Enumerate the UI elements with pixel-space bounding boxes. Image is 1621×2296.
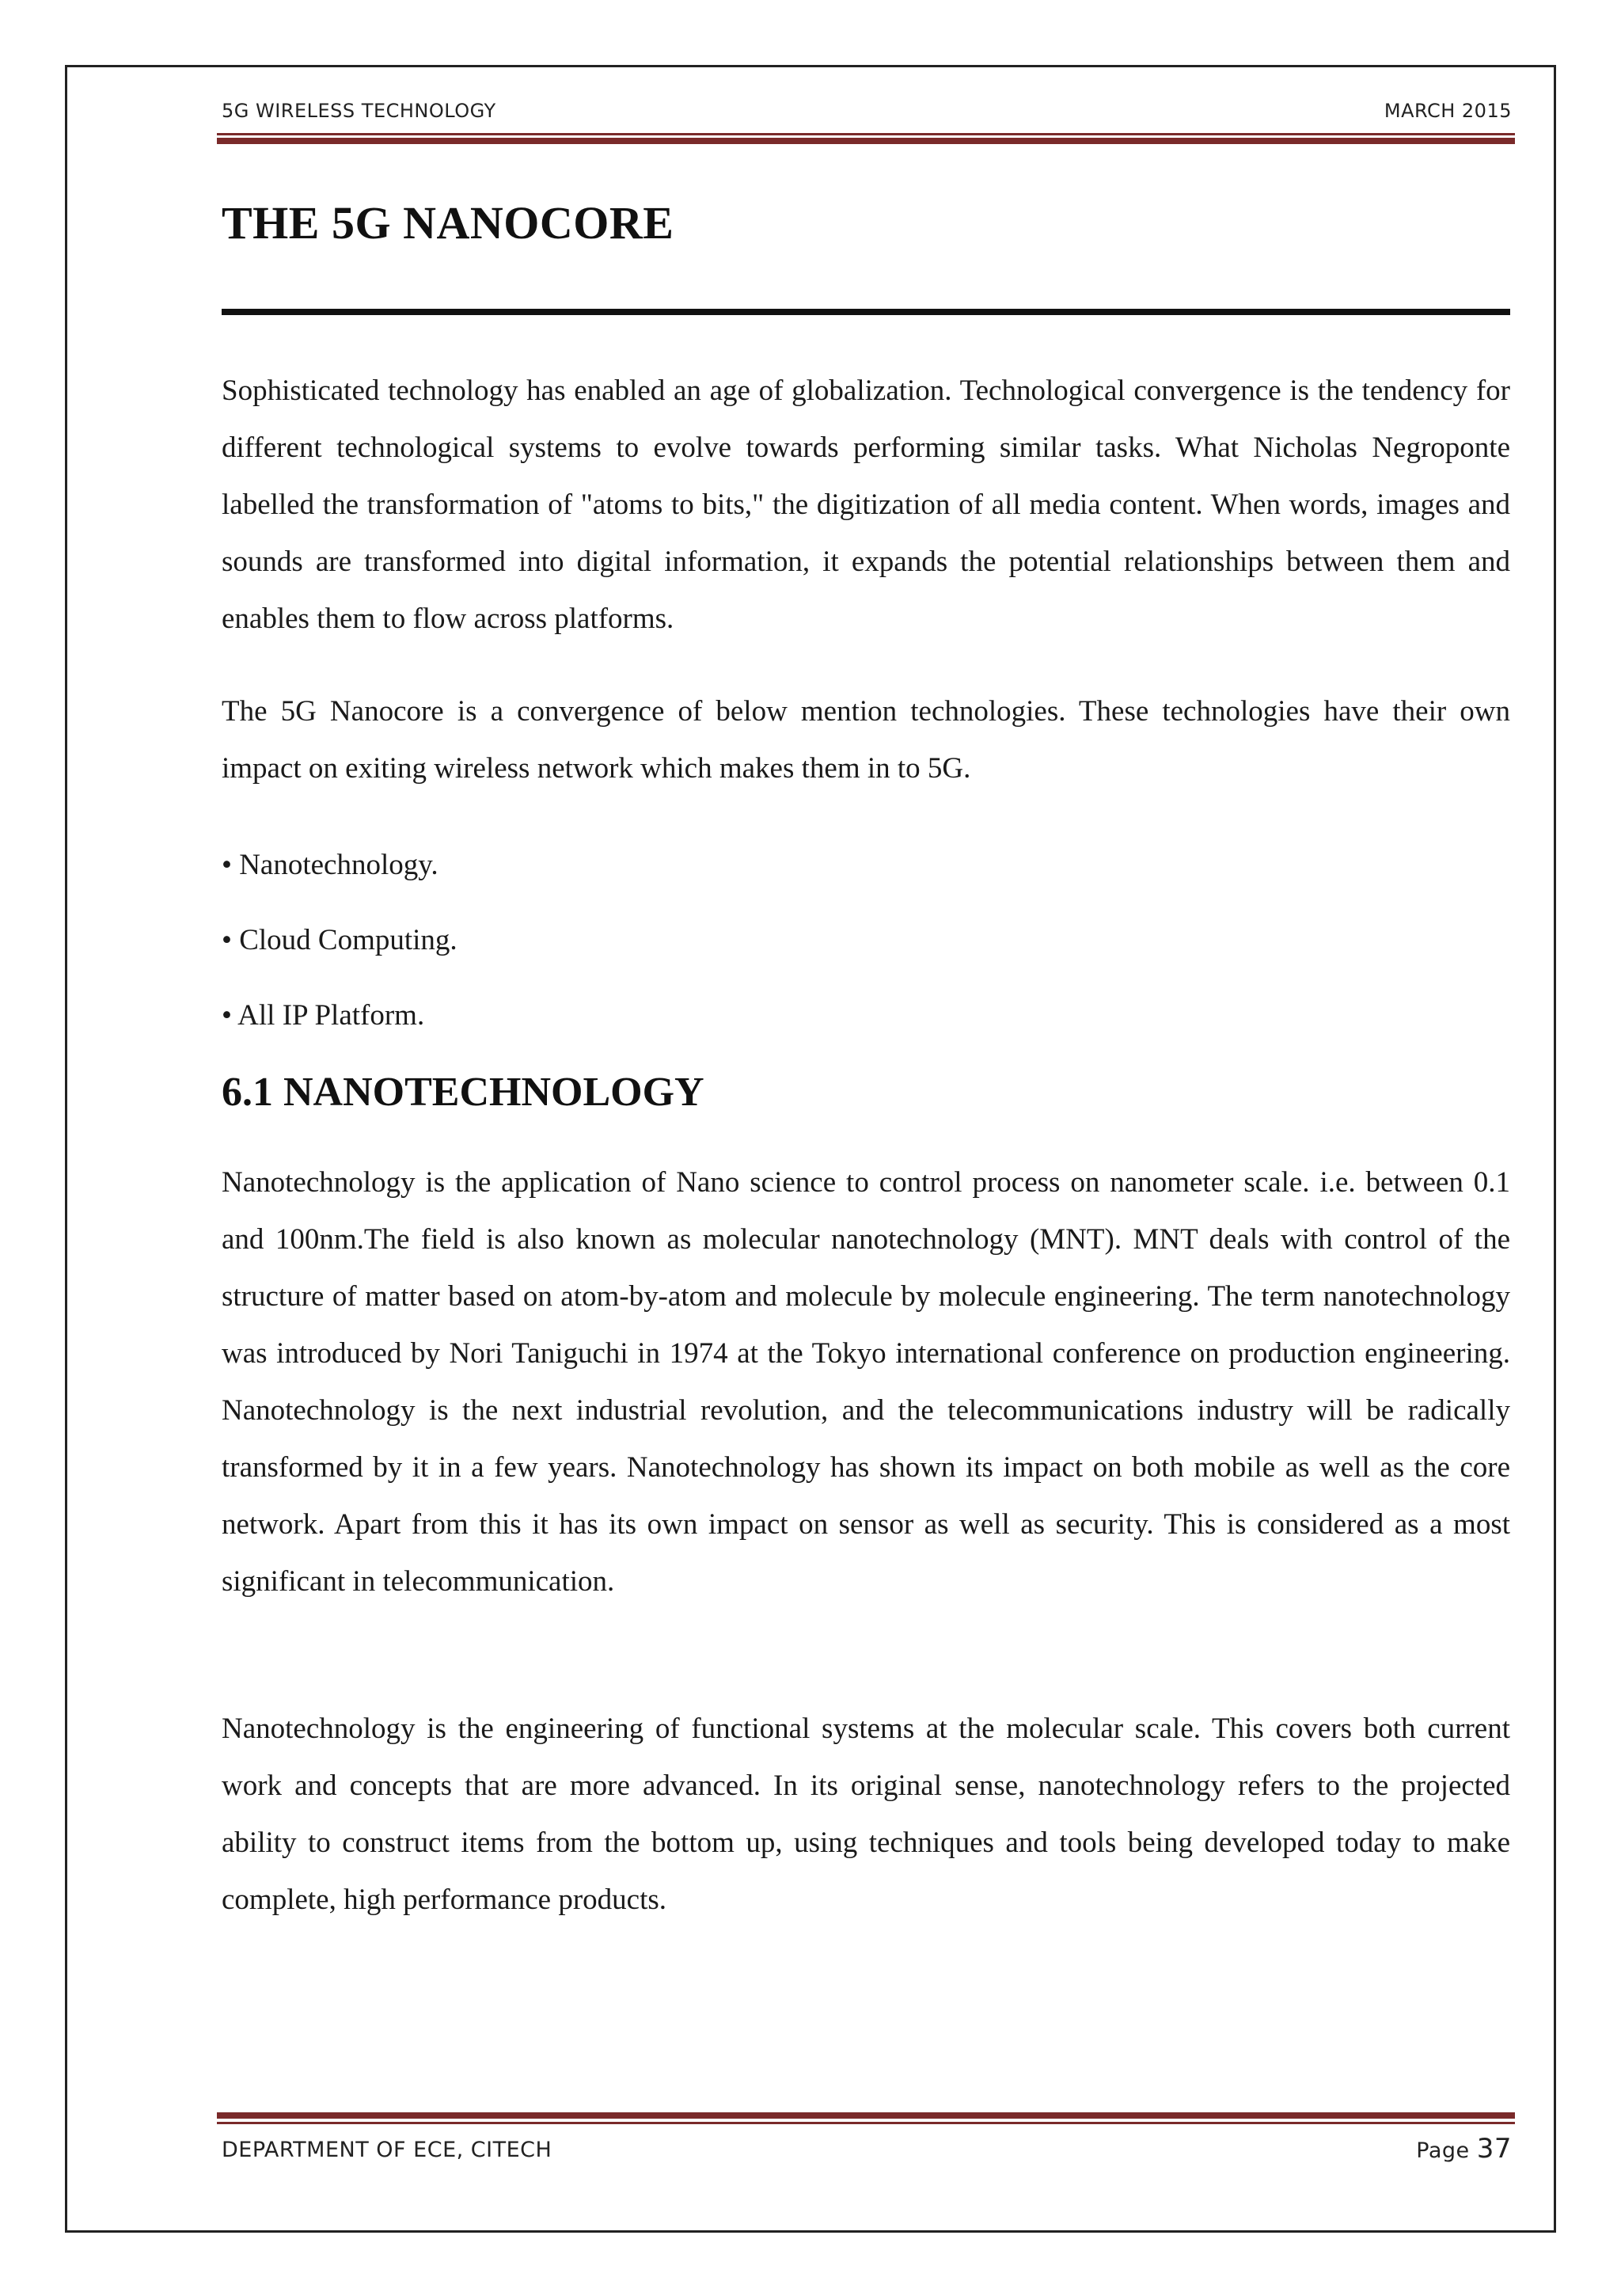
footer-rule-thick [217,2112,1515,2119]
section-heading: 6.1 NANOTECHNOLOGY [222,1070,704,1115]
bullet-nanotechnology: • Nanotechnology. [222,849,438,881]
page-title: THE 5G NANOCORE [222,197,674,249]
header-rule-thin [217,133,1515,135]
running-header [222,97,1512,136]
page-number-value: 37 [1476,2133,1512,2165]
footer-rule-thin [217,2122,1515,2124]
bullet-all-ip-platform: • All IP Platform. [222,999,425,1032]
page-number [1416,2133,1512,2165]
page-label: Page [1416,2138,1470,2163]
bullet-cloud-computing: • Cloud Computing. [222,924,457,956]
section-paragraph-1: Nanotechnology is the application of Nano science to control process on nanometer scale. i.e. between 0.1 and 100nm.The field is also known as molecular nanotechnology (MNT). MNT deals with control of the structure of matter based on atom-by-atom and molecule by molecule engineering. The term nanotechnology was introduced by Nori Taniguchi in 1974 at the Tokyo international conference on production engineering. Nanotechnology is the next industrial revolution, and the telecommunications industry will be radically transformed by it in a few years. Nanotechnology has shown its impact on both mobile as well as the core network. Apart from this it has its own impact on sensor as well as security. This is considered as a most significant in telecommunication. [222,1166,1510,1598]
running-footer [222,2131,1512,2171]
intro-paragraph-1: Sophisticated technology has enabled an age of globalization. Technological convergence is the tendency for different technological systems to evolve towards performing similar tasks. What Nicholas Negroponte labelled the transformation of "atoms to bits," the digitization of all media content. When words, images and sounds are transformed into digital information, it expands the potential relationships between them and enables them to flow across platforms. [222,374,1510,635]
header-rule-thick [217,138,1515,144]
footer-department: DEPARTMENT OF ECE, CITECH [222,2138,552,2162]
header-date: MARCH 2015 [1384,100,1512,122]
intro-paragraph-2: The 5G Nanocore is a convergence of below mention technologies. These technologies have their own impact on exiting wireless network which makes them in to 5G. [222,695,1510,785]
header-title: 5G WIRELESS TECHNOLOGY [222,100,496,122]
section-paragraph-2: Nanotechnology is the engineering of functional systems at the molecular scale. This covers both current work and concepts that are more advanced. In its original sense, nanotechnology refers to the projected ability to construct items from the bottom up, using techniques and tools being developed today to make complete, high performance products. [222,1712,1510,1916]
title-underline [222,309,1510,315]
